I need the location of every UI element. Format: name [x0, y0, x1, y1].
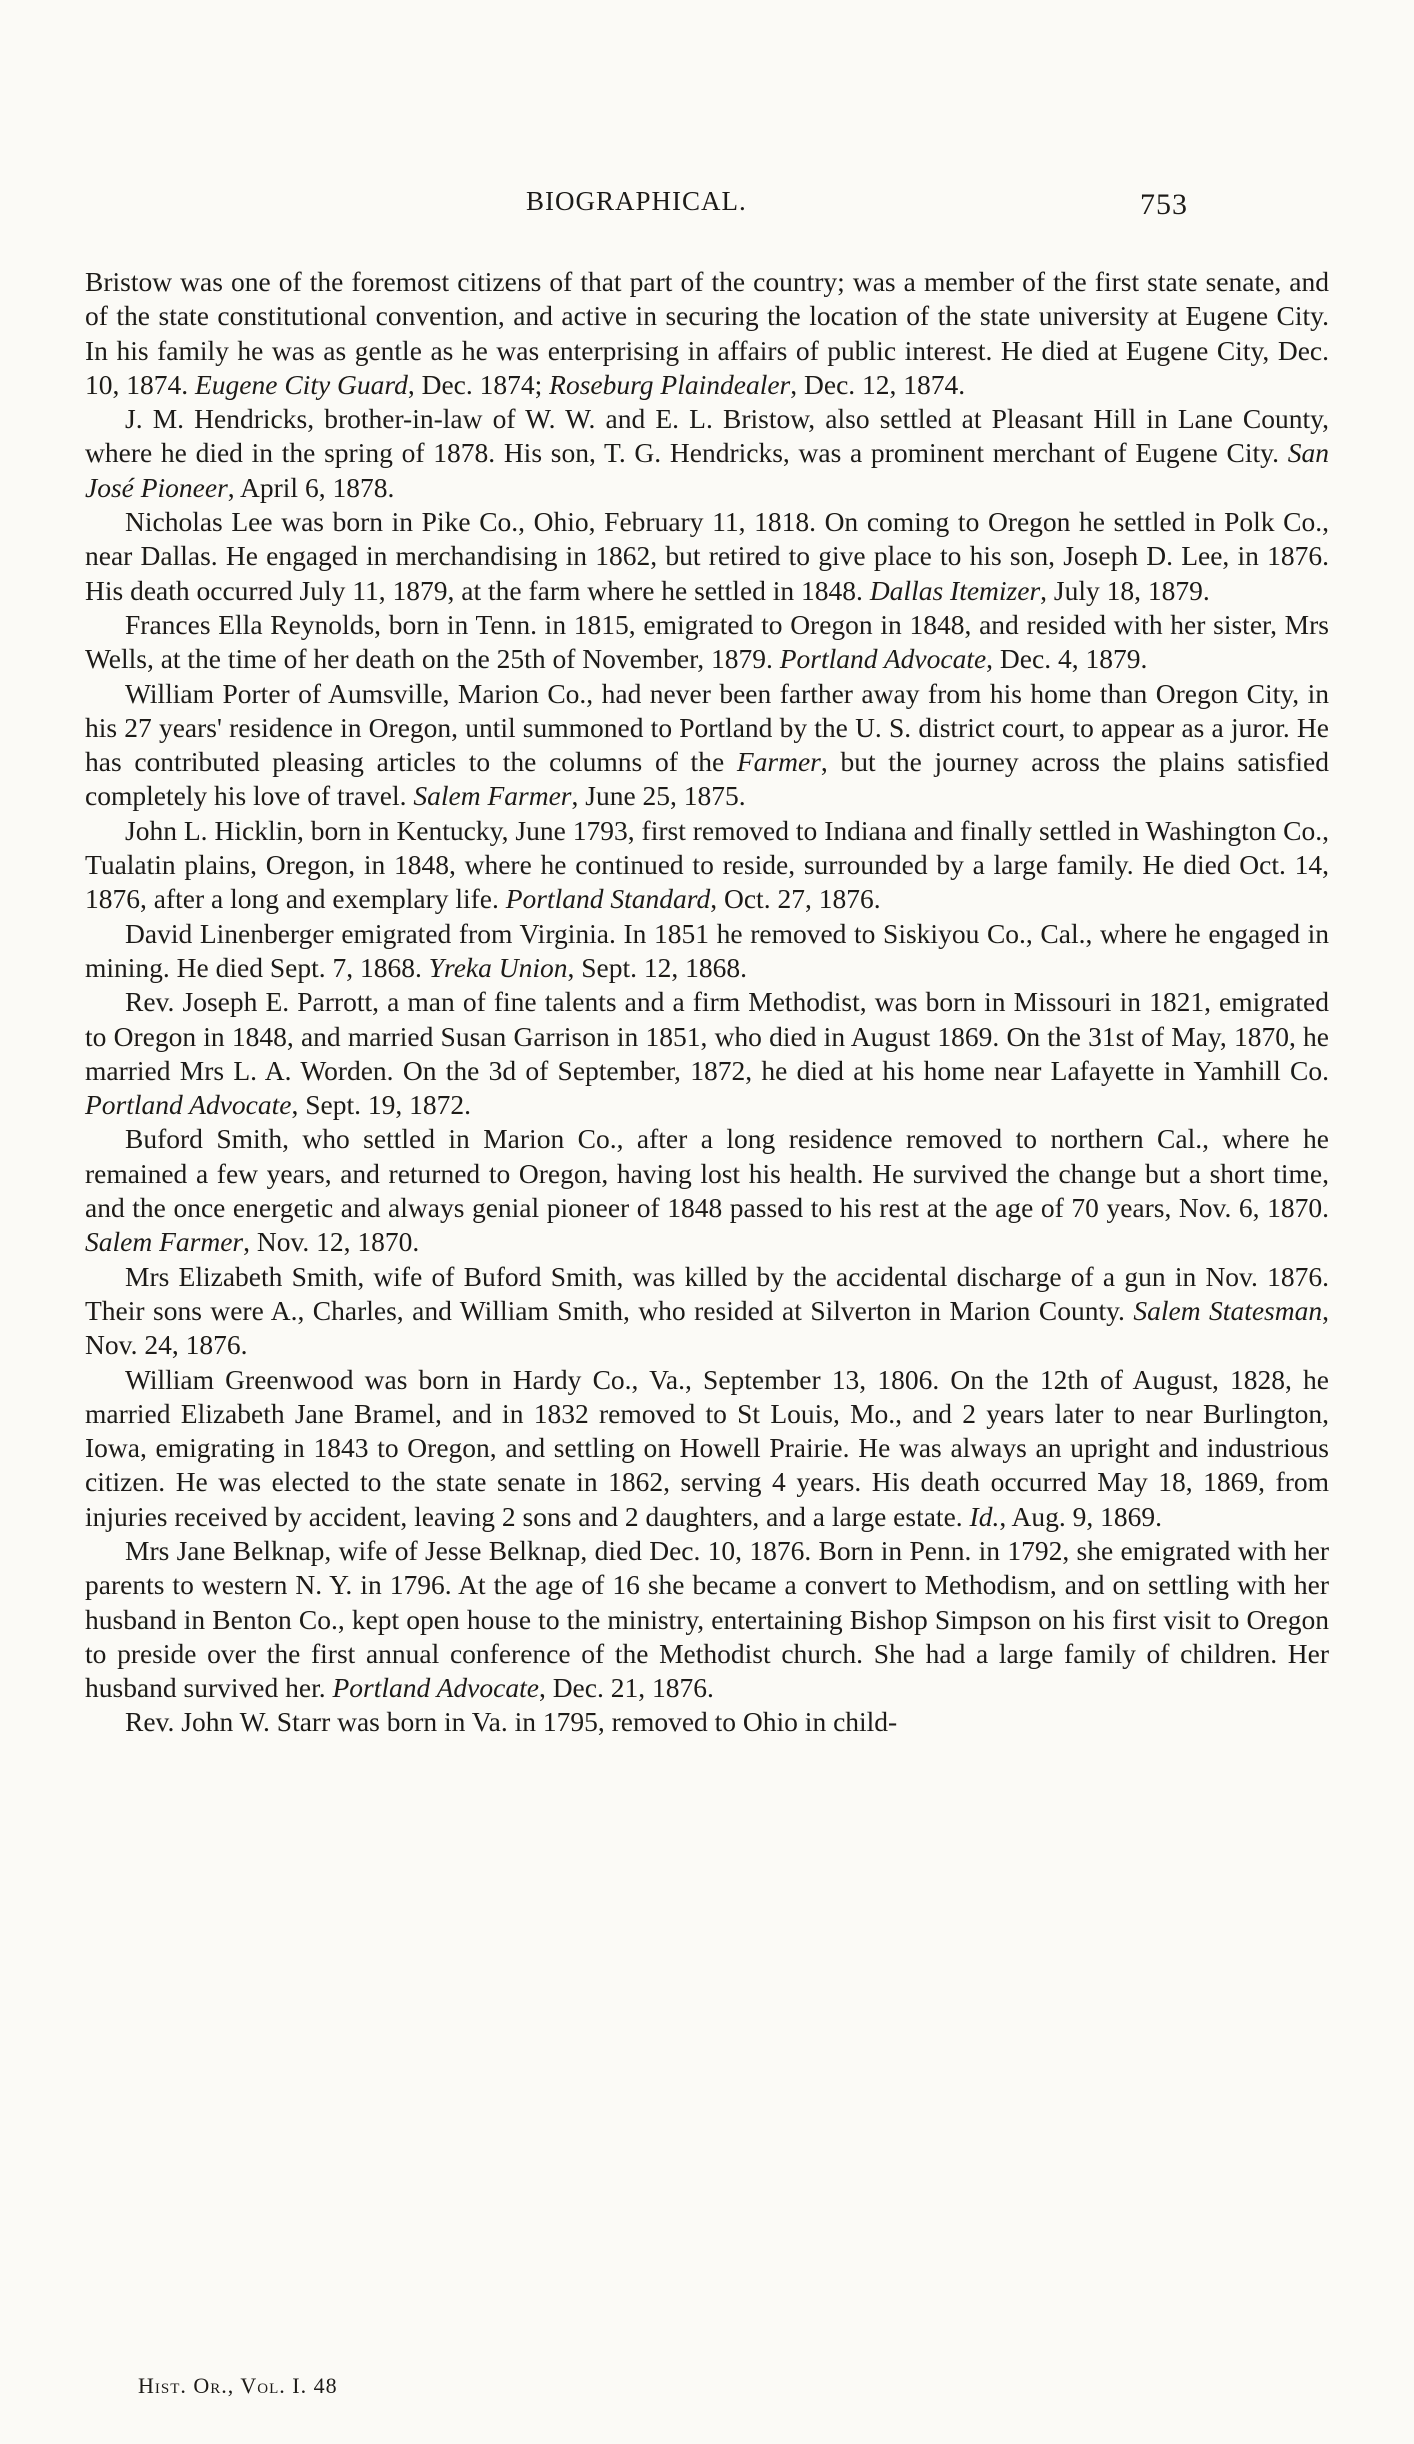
paragraph-text: William Greenwood was born in Hardy Co., Va., September 13, 1806. On the 12th of August, 1828, he married Elizabeth Jane Bramel, and in 1832 removed to St Louis, Mo., and 2 years later to near Burlington, Iowa, emigrating in 1843 to Oregon, and settling on Howell Prairie. He was always an upright and industrious citizen. He was elected to the state senate in 1862, serving 4 years. His death occurred May 18, 1869, from injuries received by accident, leaving 2 sons and 2 daughters, and a large estate. — [85, 1363, 1329, 1532]
paragraph — [85, 1705, 1329, 1739]
body-text — [85, 265, 1329, 1740]
paragraph-text: , Oct. 27, 1876. — [710, 883, 881, 915]
paragraph-text: , April 6, 1878. — [227, 471, 395, 503]
source-citation: Salem Statesman — [1133, 1294, 1323, 1326]
paragraph-text: David Linenberger emigrated from Virginia. In 1851 he removed to Siskiyou Co., Cal., where he engaged in mining. He died Sept. 7, 1868. — [85, 917, 1329, 983]
paragraph — [85, 985, 1329, 1122]
paragraph — [85, 917, 1329, 986]
paragraph-text: , Dec. 4, 1879. — [986, 643, 1148, 675]
paragraph-text: Nicholas Lee was born in Pike Co., Ohio, February 11, 1818. On coming to Oregon he settled in Polk Co., near Dallas. He engaged in merchandising in 1862, but retired to give place to his son, Joseph D. Lee, in 1876. His death occurred July 11, 1879, at the farm where he settled in 1848. — [85, 506, 1329, 606]
paragraph — [85, 677, 1329, 814]
paragraph — [85, 1260, 1329, 1363]
paragraph-text: , Dec. 1874; — [407, 368, 550, 400]
paragraph-text: Mrs Elizabeth Smith, wife of Buford Smith, was killed by the accidental discharge of a gun in Nov. 1876. Their sons were A., Charles, and William Smith, who resided at Silverton in Marion County. — [85, 1260, 1329, 1326]
source-citation: Portland Advocate — [85, 1089, 292, 1121]
source-citation: Portland Advocate — [779, 643, 987, 675]
signature-mark: Hist. Or., Vol. I. 48 — [138, 2373, 338, 2398]
source-citation: Yreka Union — [428, 951, 568, 983]
paragraph-text: Rev. Joseph E. Parrott, a man of fine talents and a firm Methodist, was born in Missouri in 1821, emigrated to Oregon in 1848, and married Susan Garrison in 1851, who died in August 1869. On the 31st of May, 1870, he married Mrs L. A. Worden. On the 3d of September, 1872, he died at his home near Lafayette in Yamhill Co. — [85, 986, 1329, 1086]
paragraph-text: William Porter of Aumsville, Marion Co., had never been farther away from his home than Oregon City, in his 27 years' residence in Oregon, until summoned to Portland by the U. S. district court, to appear as a juror. He has contributed pleasing articles to the columns of the — [85, 677, 1329, 778]
paragraph-text: Bristow was one of the foremost citizens of that part of the country; was a member of the first state senate, and of the state constitutional convention, and active in securing the location of the state university at Eugene City. In his family he was as gentle as he was enterprising in affairs of public interest. He died at Eugene City, Dec. 10, 1874. — [85, 266, 1329, 400]
paragraph-text: Buford Smith, who settled in Marion Co., after a long residence removed to northern Cal., where he remained a few years, and returned to Oregon, having lost his health. He survived the change but a short time, and the once energetic and always genial pioneer of 1848 passed to his rest at the age of 70 years, Nov. 6, 1870. — [85, 1123, 1329, 1224]
source-citation: San José Pioneer — [85, 437, 1329, 503]
paragraph-text: Rev. John W. Starr was born in Va. in 1795, removed to Ohio in child- — [125, 1706, 898, 1738]
source-citation: Id. — [969, 1500, 1000, 1532]
paragraph-text: , June 25, 1875. — [571, 780, 746, 812]
source-citation: Dallas Itemizer — [869, 574, 1041, 606]
paragraph — [85, 505, 1329, 608]
paragraph-text: , Sept. 19, 1872. — [291, 1089, 471, 1121]
source-citation: Roseburg Plaindealer — [549, 368, 791, 400]
paragraph-text: , Aug. 9, 1869. — [999, 1500, 1163, 1532]
paragraph-text: , Dec. 21, 1876. — [538, 1672, 714, 1704]
paragraph-text: Mrs Jane Belknap, wife of Jesse Belknap, died Dec. 10, 1876. Born in Penn. in 1792, she emigrated with her parents to western N. Y. in 1796. At the age of 16 she became a convert to Methodism, and on settling with her husband in Benton Co., kept open house to the ministry, entertaining Bishop Simpson on his first visit to Oregon to preside over the first annual conference of the Methodist church. She had a large family of children. Her husband survived her. — [85, 1534, 1329, 1704]
paragraph-text: , but the journey across the plains satisfied completely his love of travel. — [85, 746, 1329, 812]
paragraph-text: , Nov. 24, 1876. — [85, 1294, 1329, 1361]
source-citation: Farmer — [736, 746, 821, 778]
paragraph — [85, 608, 1329, 677]
source-citation: Salem Farmer — [85, 1226, 244, 1258]
paragraph — [85, 1363, 1329, 1534]
paragraph — [85, 1534, 1329, 1705]
paragraph — [85, 1122, 1329, 1259]
paragraph-text: , July 18, 1879. — [1040, 574, 1210, 606]
paragraph-text: John L. Hicklin, born in Kentucky, June 1793, first removed to Indiana and finally settled in Washington Co., Tualatin plains, Oregon, in 1848, where he continued to reside, surrounded by a large family. He died Oct. 14, 1876, after a long and exemplary life. — [85, 814, 1329, 915]
paragraph-text: , Sept. 12, 1868. — [567, 951, 748, 983]
paragraph-text: , Nov. 12, 1870. — [243, 1226, 420, 1258]
running-head-title: BIOGRAPHICAL. — [526, 186, 747, 216]
page-number: 753 — [1140, 188, 1188, 221]
source-citation: Eugene City Guard — [195, 368, 408, 400]
paragraph-text: , Dec. 12, 1874. — [790, 368, 966, 400]
paragraph-text: Frances Ella Reynolds, born in Tenn. in 1815, emigrated to Oregon in 1848, and resided with her sister, Mrs Wells, at the time of her death on the 25th of November, 1879. — [85, 608, 1329, 675]
paragraph-text: J. M. Hendricks, brother-in-law of W. W. and E. L. Bristow, also settled at Pleasant Hill in Lane County, where he died in the spring of 1878. His son, T. G. Hendricks, was a prominent merchant of Eugene City. — [85, 403, 1329, 469]
source-citation: Portland Advocate — [332, 1672, 539, 1704]
paragraph — [85, 814, 1329, 917]
paragraph — [85, 265, 1329, 402]
source-citation: Salem Farmer — [413, 780, 572, 812]
source-citation: Portland Standard — [505, 883, 711, 915]
paragraph — [85, 402, 1329, 505]
